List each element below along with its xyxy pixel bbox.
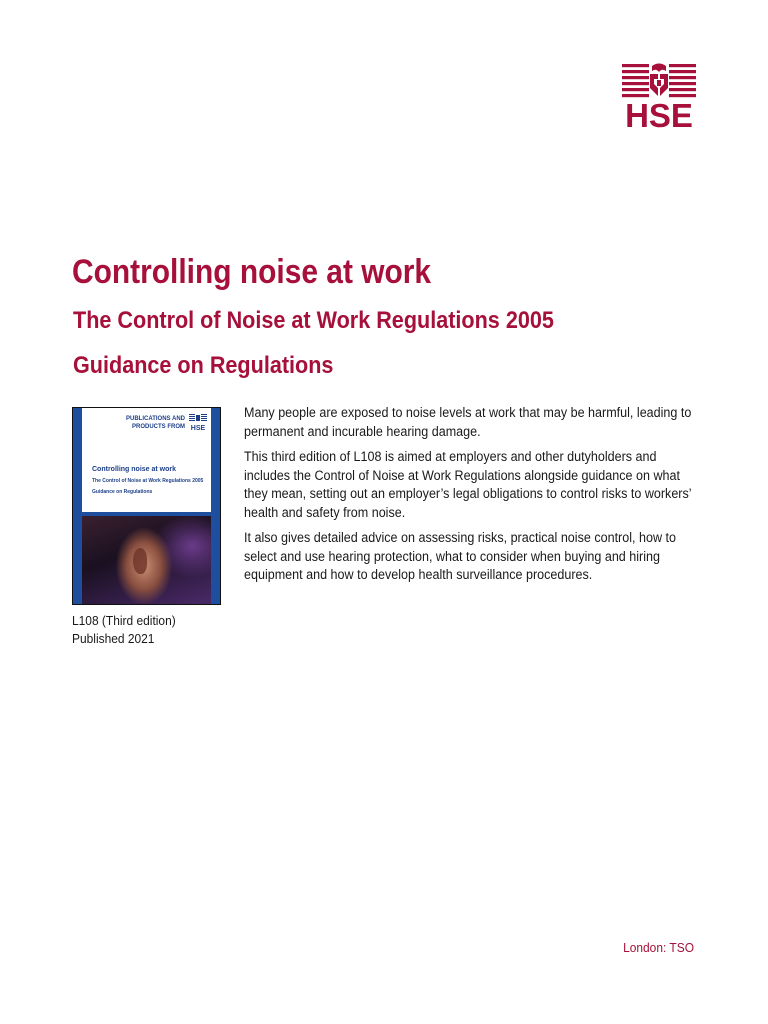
cover-caption — [72, 612, 176, 648]
description-paragraph-1: Many people are exposed to noise levels at work that may be harmful, leading to permanent and incurable hearing damage. — [244, 405, 692, 439]
hse-emblem-icon — [622, 62, 696, 102]
description-paragraph-2: This third edition of L108 is aimed at employers and other dutyholders and includes the Control of Noise at Work Regulations alongside guidance on what they mean, setting out an employer’s legal obligations to control risks to workers’ health and safety from noise. — [244, 449, 692, 520]
hse-wordmark: HSE — [625, 97, 693, 134]
hse-logo — [622, 62, 696, 134]
cover-title: Controlling noise at work — [92, 466, 177, 473]
cover-publisher-line1: PUBLICATIONS AND — [126, 416, 185, 422]
description-paragraph-3: It also gives detailed advice on assessing risks, practical noise control, how to select and use hearing protection, what to consider when buying and hiring equipment and how to develop health surveillance procedures. — [244, 530, 676, 582]
page-subtitle: The Control of Noise at Work Regulations 2005 — [73, 307, 554, 334]
cover-subtitle-secondary: Guidance on Regulations — [92, 489, 153, 495]
published-label: Published 2021 — [72, 631, 155, 646]
page-title: Controlling noise at work — [72, 253, 432, 291]
cover-publisher-line2: PRODUCTS FROM — [132, 424, 185, 430]
cover-thumbnail[interactable] — [72, 407, 221, 605]
edition-label: L108 (Third edition) — [72, 613, 176, 628]
description — [244, 404, 694, 592]
publisher-footer: London: TSO — [623, 940, 694, 955]
cover-publisher-text — [117, 415, 185, 431]
cover-ear-shape — [133, 548, 147, 574]
cover-subtitle: The Control of Noise at Work Regulations 2005 — [92, 478, 204, 484]
page-subtitle-secondary: Guidance on Regulations — [73, 352, 334, 379]
cover-hse-logo-icon — [189, 413, 207, 433]
cover-hse-text: HSE — [190, 425, 206, 432]
